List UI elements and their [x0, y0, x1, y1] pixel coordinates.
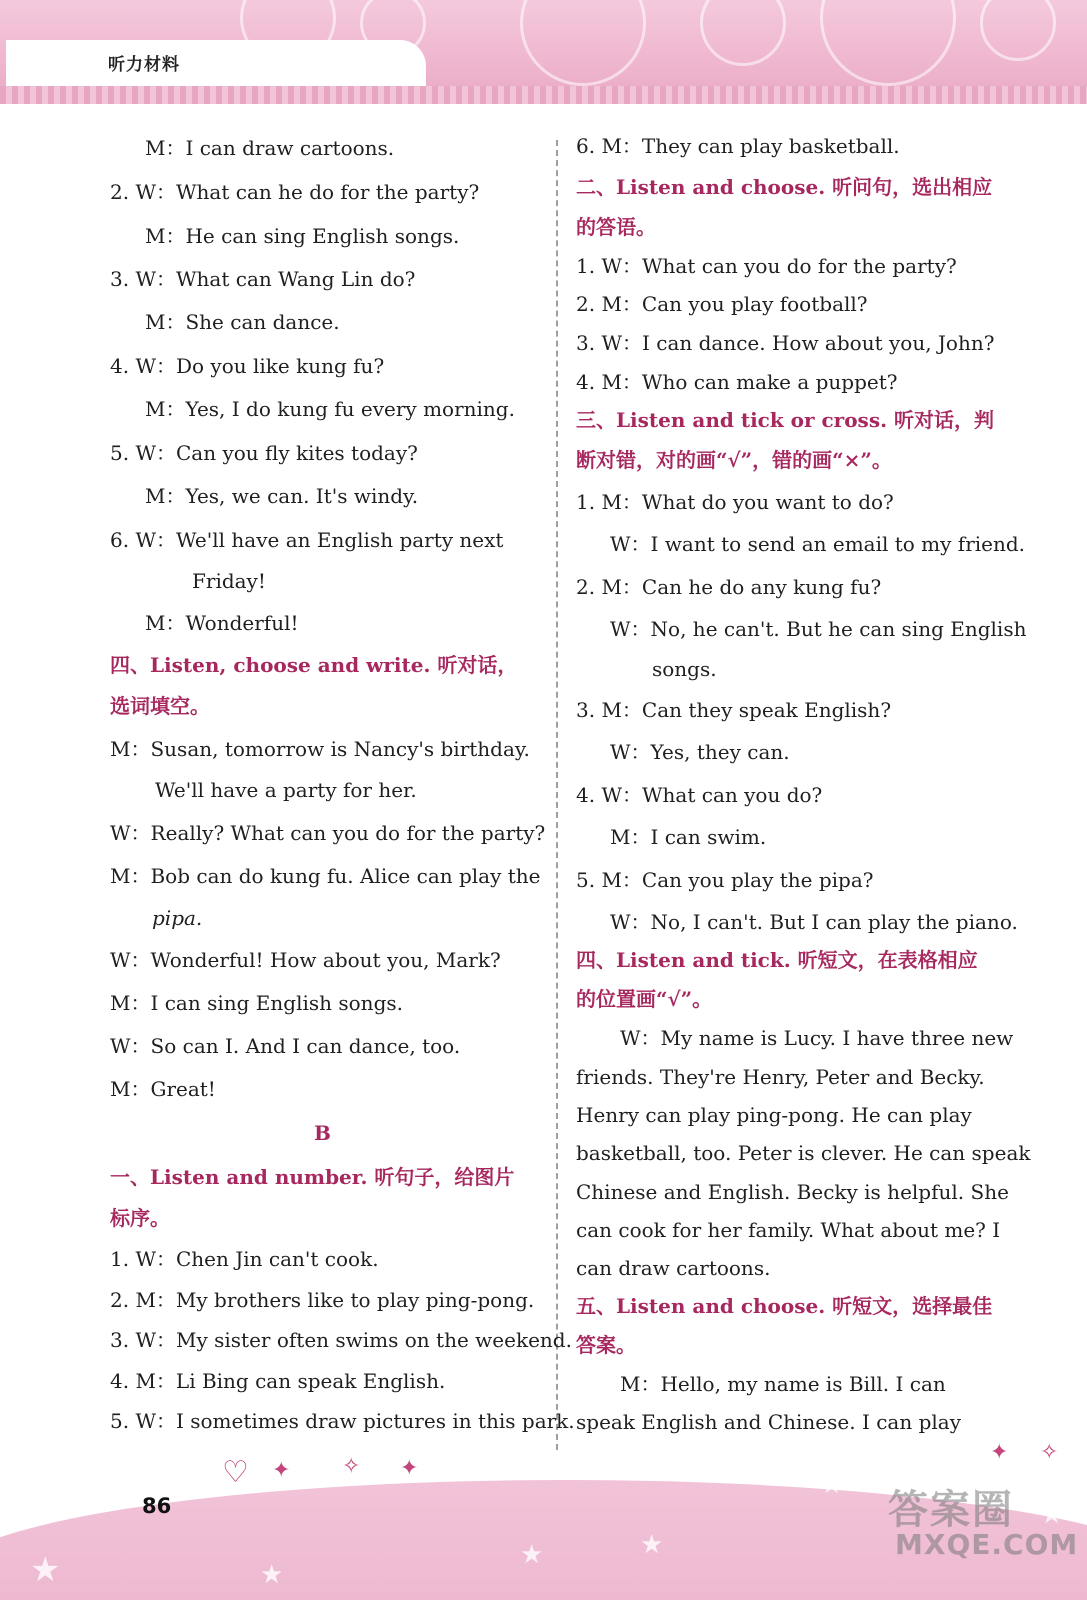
section-heading: 三、Listen and tick or cross. 听对话，判	[576, 408, 995, 432]
text-line: friends. They're Henry, Peter and Becky.	[576, 1065, 985, 1089]
decor-circle	[700, 0, 786, 66]
star-icon: ★	[820, 1470, 844, 1500]
page-number: 86	[142, 1494, 172, 1518]
text-line: W：My name is Lucy. I have three new	[620, 1026, 1014, 1050]
text-line: M：I can draw cartoons.	[145, 136, 395, 160]
text-line: W：No, I can't. But I can play the piano.	[610, 910, 1018, 934]
text-line: Friday!	[192, 569, 266, 593]
section-heading: 选词填空。	[110, 694, 210, 718]
decor-circle	[520, 0, 646, 86]
text-line: 5. W：Can you fly kites today?	[110, 441, 418, 465]
text-line: M：Wonderful!	[145, 611, 299, 635]
text-line: pipa.	[152, 906, 203, 930]
text-line: 5. M：Can you play the pipa?	[576, 868, 874, 892]
text-line: 5. W：I sometimes draw pictures in this park.	[110, 1409, 575, 1433]
text-line: M：I can swim.	[610, 825, 767, 849]
header-tab	[6, 40, 426, 88]
text-line: 6. W：We'll have an English party next	[110, 528, 504, 552]
text-line: W：Wonderful! How about you, Mark?	[110, 948, 501, 972]
text-line: 4. M：Li Bing can speak English.	[110, 1369, 446, 1393]
section-heading: 五、Listen and choose. 听短文，选择最佳	[576, 1294, 993, 1318]
section-heading: 四、Listen, choose and write. 听对话，	[110, 653, 518, 677]
text-line: M：She can dance.	[145, 310, 340, 334]
text-line: Henry can play ping-pong. He can play	[576, 1103, 972, 1127]
text-line: 6. M：They can play basketball.	[576, 134, 900, 158]
text-line: W：So can I. And I can dance, too.	[110, 1034, 461, 1058]
text-line: basketball, too. Peter is clever. He can speak	[576, 1141, 1031, 1165]
star-icon: ★	[1040, 1500, 1064, 1530]
text-line: M：Bob can do kung fu. Alice can play the	[110, 864, 541, 888]
leaf-icon: ✧	[1040, 1440, 1059, 1465]
page-header	[0, 0, 1087, 104]
text-line: W：Really? What can you do for the party?	[110, 821, 546, 845]
text-line: 1. W：Chen Jin can't cook.	[110, 1247, 379, 1271]
text-line: 2. M：My brothers like to play ping-pong.	[110, 1288, 535, 1312]
header-strip	[0, 86, 1087, 104]
text-line: speak English and Chinese. I can play	[576, 1410, 961, 1434]
section-heading: 答案。	[576, 1333, 636, 1357]
section-heading: 四、Listen and tick. 听短文，在表格相应	[576, 948, 978, 972]
text-line: 3. W：What can Wang Lin do?	[110, 267, 416, 291]
column-divider	[556, 140, 558, 1450]
text-line: 2. W：What can he do for the party?	[110, 180, 480, 204]
decor-circle	[820, 0, 956, 86]
text-line: 4. W：What can you do?	[576, 783, 823, 807]
star-icon: ★	[30, 1550, 61, 1590]
section-heading: 的答语。	[576, 215, 656, 239]
star-icon: ★	[520, 1540, 544, 1570]
text-line: W：No, he can't. But he can sing English	[610, 617, 1027, 641]
text-line: W：Yes, they can.	[610, 740, 790, 764]
watermark-url: MXQE.COM	[895, 1528, 1079, 1561]
text-line: M：Yes, I do kung fu every morning.	[145, 397, 515, 421]
section-heading: 断对错，对的画“√”，错的画“×”。	[576, 448, 892, 472]
text-line: Chinese and English. Becky is helpful. She	[576, 1180, 1009, 1204]
section-heading: 标序。	[110, 1206, 170, 1230]
text-line: can draw cartoons.	[576, 1256, 771, 1280]
text-line: can cook for her family. What about me? I	[576, 1218, 1001, 1242]
sparkle-icon: ✦	[272, 1458, 291, 1483]
leaf-icon: ✦	[990, 1440, 1009, 1465]
star-icon: ★	[640, 1530, 664, 1560]
section-heading: 的位置画“√”。	[576, 987, 713, 1011]
text-line: M：Hello, my name is Bill. I can	[620, 1372, 946, 1396]
decor-circle	[980, 0, 1056, 61]
text-line: 1. M：What do you want to do?	[576, 490, 894, 514]
text-line: M：He can sing English songs.	[145, 224, 460, 248]
watermark-logo: 答案圈	[888, 1487, 1014, 1533]
leaf-icon: ✦	[400, 1456, 419, 1481]
section-title: 听力材料	[108, 55, 180, 75]
text-line: 3. W：My sister often swims on the weekend.	[110, 1328, 572, 1352]
part-heading: B	[314, 1121, 331, 1145]
text-line: 3. M：Can they speak English?	[576, 698, 892, 722]
text-line: M：I can sing English songs.	[110, 991, 403, 1015]
text-line: 4. W：Do you like kung fu?	[110, 354, 385, 378]
text-line: 3. W：I can dance. How about you, John?	[576, 331, 995, 355]
section-heading: 二、Listen and choose. 听问句，选出相应	[576, 175, 993, 199]
section-heading: 一、Listen and number. 听句子，给图片	[110, 1165, 515, 1189]
text-line: M：Great!	[110, 1077, 216, 1101]
text-line: 1. W：What can you do for the party?	[576, 254, 957, 278]
text-line: 2. M：Can you play football?	[576, 292, 868, 316]
text-line: 2. M：Can he do any kung fu?	[576, 575, 882, 599]
leaf-icon: ✧	[342, 1454, 361, 1479]
text-line: W：I want to send an email to my friend.	[610, 532, 1026, 556]
text-line: songs.	[652, 657, 717, 681]
text-line: M：Susan, tomorrow is Nancy's birthday.	[110, 737, 530, 761]
text-line: M：Yes, we can. It's windy.	[145, 484, 419, 508]
heart-icon: ♡	[222, 1455, 249, 1490]
text-line: We'll have a party for her.	[155, 778, 417, 802]
text-line: 4. M：Who can make a puppet?	[576, 370, 898, 394]
star-icon: ★	[260, 1560, 284, 1590]
